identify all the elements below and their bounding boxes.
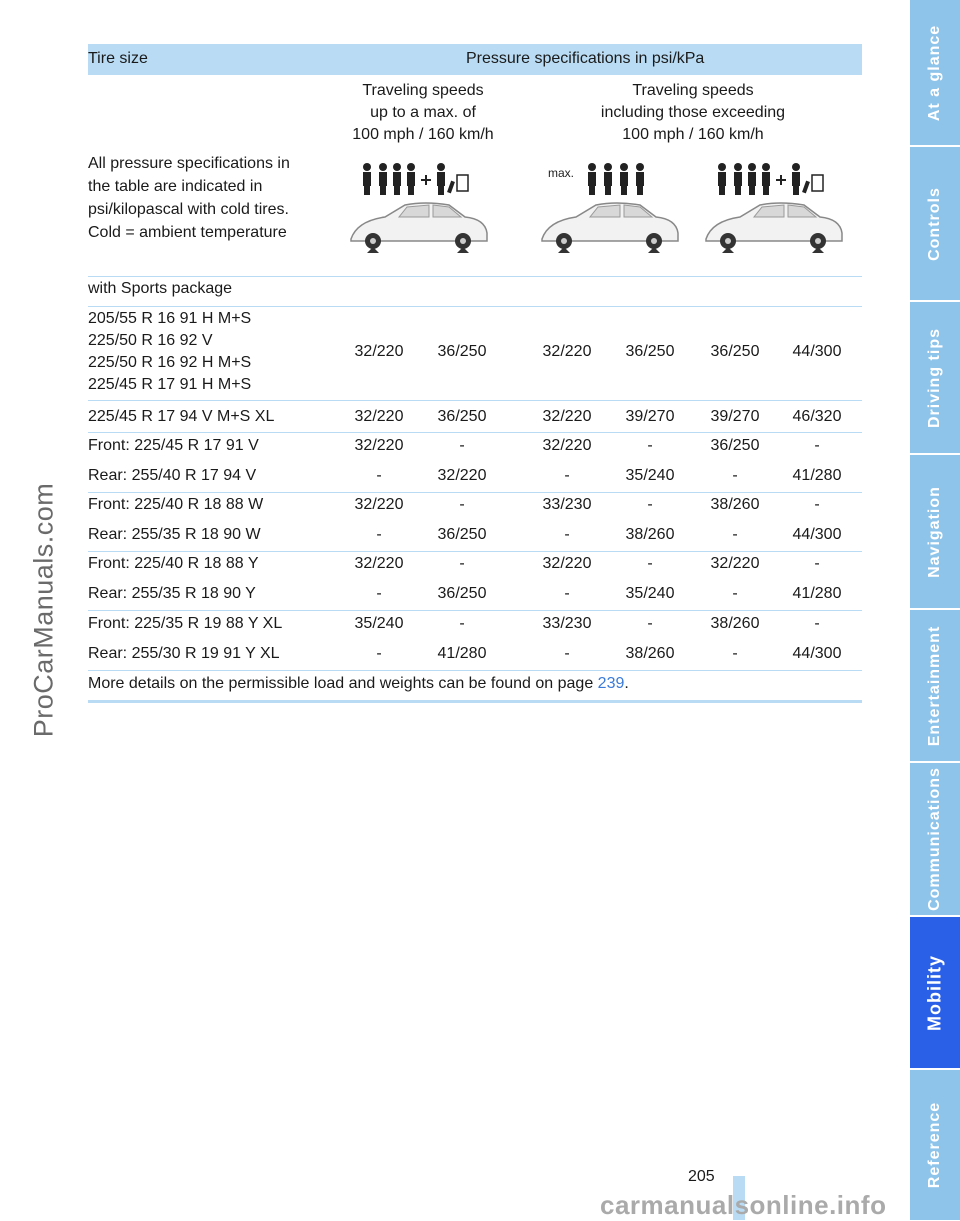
car-load-4-persons-luggage-icon [700,161,848,257]
footnote [88,675,629,693]
pressure-value: 39/270 [710,408,760,425]
tire-size-cell: Rear: 255/35 R 18 90 Y [88,585,256,602]
pressure-value: - [814,496,820,513]
pressure-value: 38/260 [625,526,675,543]
side-watermark-text: ProCarManuals.com [28,482,59,738]
tire-size-line: 225/50 R 16 92 H M+S [88,354,252,371]
car-load-4-persons-luggage-icon [345,161,493,257]
pressure-value: 44/300 [792,343,842,360]
tab-label: Driving tips [926,327,943,428]
car-load-max-icon [536,161,684,257]
tab-label: Reference [926,1101,943,1189]
pressure-value: 32/220 [542,555,592,572]
table-rule [88,400,862,401]
pressure-value: - [564,467,570,484]
pressure-value: 35/240 [354,615,404,632]
tab-label: At a glance [926,24,943,121]
speed-exceed-line: 100 mph / 160 km/h [622,126,764,143]
speed-max-line: up to a max. of [370,104,476,121]
pressure-value: 32/220 [542,343,592,360]
tab-driving-tips[interactable] [910,302,960,453]
pressure-value: - [647,437,653,454]
footnote-end: . [624,675,629,692]
table-rule [88,551,862,552]
table-rule [88,492,862,493]
pressure-value: - [647,555,653,572]
pressure-value: 32/220 [354,408,404,425]
pressure-value: - [459,555,465,572]
pressure-value: 36/250 [437,585,487,602]
pressure-value: 32/220 [710,555,760,572]
pressure-value: 39/270 [625,408,675,425]
speed-exceed-heading [568,80,818,146]
footnote-text: More details on the permissible load and weights can be found on page [88,675,598,692]
pressure-value: 41/280 [437,645,487,662]
tire-size-cell: Front: 225/40 R 18 88 W [88,496,264,513]
table-rule [88,432,862,433]
tire-size-cell: Rear: 255/30 R 19 91 Y XL [88,645,280,662]
pressure-value: - [814,615,820,632]
tab-mobility[interactable] [910,917,960,1068]
pressure-value: - [459,496,465,513]
pressure-value: 38/260 [710,496,760,513]
tire-size-cell: Front: 225/35 R 19 88 Y XL [88,615,283,632]
note-line: psi/kilopascal with cold tires. [88,201,289,218]
pressure-value: - [564,585,570,602]
pressure-value: 36/250 [625,343,675,360]
pressure-value: - [564,526,570,543]
section-label: with Sports package [88,280,233,297]
pressure-value: 44/300 [792,645,842,662]
tab-label: Mobility [924,954,945,1031]
pressure-value: - [647,496,653,513]
table-bottom-rule [88,700,862,703]
tab-navigation[interactable] [910,455,960,608]
chapter-tabs [910,0,960,1220]
pressure-value: 41/280 [792,585,842,602]
tire-size-line: 225/45 R 17 91 H M+S [88,376,252,393]
speed-max-line: 100 mph / 160 km/h [352,126,494,143]
note-line: the table are indicated in [88,178,263,195]
speed-exceed-line: including those exceeding [600,104,786,121]
note-line: All pressure specifications in [88,155,290,172]
tab-label: Entertainment [926,625,943,746]
tab-label: Communications [926,767,943,911]
tire-size-line: 205/55 R 16 91 H M+S [88,310,252,327]
pressure-value: - [376,467,382,484]
pressure-value: 36/250 [710,437,760,454]
pressure-value: 36/250 [437,526,487,543]
pressure-value: 35/240 [625,585,675,602]
speed-max-heading [328,80,518,146]
pressure-value: 38/260 [625,645,675,662]
pressure-value: - [647,615,653,632]
table-rule [88,610,862,611]
tab-reference[interactable] [910,1070,960,1220]
tire-size-cell [88,308,251,396]
note-line: Cold = ambient temperature [88,224,287,241]
tab-communications[interactable] [910,763,960,915]
page-number: 205 [688,1168,715,1185]
pressure-value: 36/250 [437,408,487,425]
pressure-value: 32/220 [354,496,404,513]
pressure-value: 44/300 [792,526,842,543]
pressure-value: 32/220 [437,467,487,484]
pressure-value: - [459,615,465,632]
pressure-value: 32/220 [354,343,404,360]
header-tire-size: Tire size [88,50,148,67]
tire-size-cell: Rear: 255/35 R 18 90 W [88,526,261,543]
pressure-value: 35/240 [625,467,675,484]
pressure-value: - [376,645,382,662]
pressure-value: 36/250 [710,343,760,360]
tab-at-a-glance[interactable] [910,0,960,145]
header-pressure-spec: Pressure specifications in psi/kPa [466,50,705,67]
footer-watermark: carmanualsonline.info [600,1190,887,1220]
pressure-value: - [732,585,738,602]
tab-label: Controls [926,186,943,261]
pressure-value: 38/260 [710,615,760,632]
cold-tire-note [88,152,290,244]
page-link[interactable]: 239 [597,675,625,692]
tire-size-cell: 225/45 R 17 94 V M+S XL [88,408,275,425]
pressure-value: - [732,467,738,484]
pressure-value: 33/230 [542,496,592,513]
tire-size-cell: Front: 225/40 R 18 88 Y [88,555,259,572]
pressure-value: - [814,437,820,454]
table-rule [88,306,862,307]
tab-controls[interactable] [910,147,960,300]
pressure-value: 32/220 [354,437,404,454]
pressure-value: - [564,645,570,662]
max-label: max. [548,166,575,180]
pressure-value: - [376,585,382,602]
pressure-value: 46/320 [792,408,842,425]
pressure-value: - [732,526,738,543]
table-rule [88,276,862,277]
pressure-value: - [814,555,820,572]
tire-size-cell: Front: 225/45 R 17 91 V [88,437,259,454]
tire-size-cell: Rear: 255/40 R 17 94 V [88,467,257,484]
pressure-value: - [732,645,738,662]
pressure-value: 32/220 [542,408,592,425]
pressure-value: - [459,437,465,454]
speed-max-line: Traveling speeds [362,82,484,99]
tab-entertainment[interactable] [910,610,960,761]
pressure-value: 33/230 [542,615,592,632]
pressure-value: 32/220 [354,555,404,572]
table-rule [88,670,862,671]
pressure-value: 36/250 [437,343,487,360]
pressure-value: - [376,526,382,543]
tire-size-line: 225/50 R 16 92 V [88,332,213,349]
pressure-value: 41/280 [792,467,842,484]
speed-exceed-line: Traveling speeds [632,82,754,99]
tab-label: Navigation [926,485,943,578]
pressure-value: 32/220 [542,437,592,454]
side-watermark [24,0,64,1220]
